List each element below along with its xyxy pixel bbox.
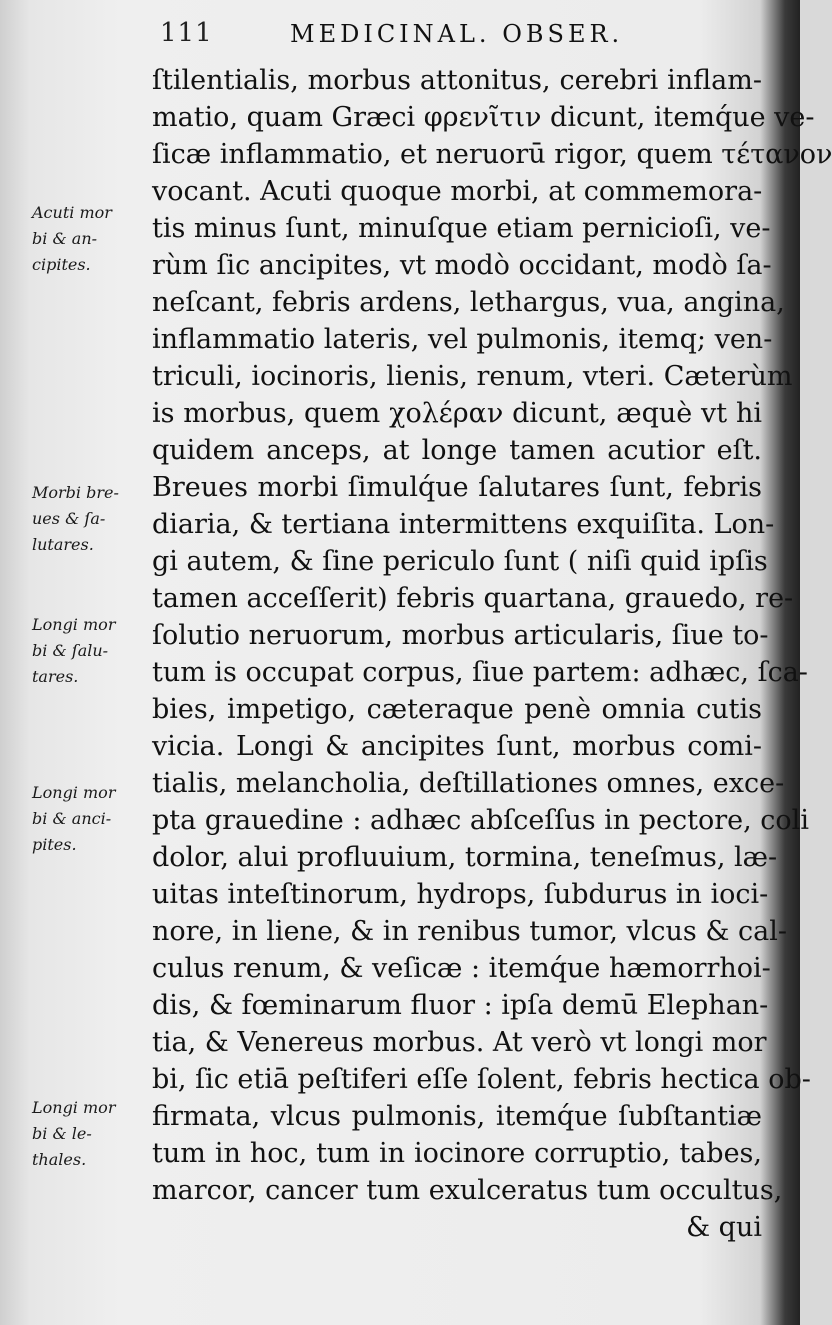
body-text [152,62,832,1246]
text-line: tis minus ſunt, minuſque etiam pernicioſi, ve- [152,213,771,244]
margin-note-line: cipites. [32,255,91,274]
margin-note-line: tares. [32,667,79,686]
text-line: vicia. Longi & ancipites ſunt, morbus comi- [152,731,762,762]
text-line: vocant. Acuti quoque morbi, at commemora- [152,176,763,207]
margin-note-line: Longi mor [32,1098,116,1117]
text-line: ſtilentialis, morbus attonitus, cerebri inflam- [152,65,762,96]
text-line: dolor, alui profluuium, tormina, teneſmus, læ- [152,842,778,873]
text-line: marcor, cancer tum exulceratus tum occultus, [152,1175,783,1206]
text-line: uitas inteſtinorum, hydrops, ſubdurus in ioci- [152,879,769,910]
margin-note [32,200,150,278]
text-line: matio, quam Græci φρενῖτιν dicunt, itemq́ue ve- [152,102,815,133]
text-line: tamen acceſſerit) febris quartana, grauedo, re- [152,583,794,614]
text-line: ſicæ inflammatio, et neruorū rigor, quem τέτανον [152,139,832,170]
text-line: bies, impetigo, cæteraque penè omnia cutis [152,694,762,725]
text-line: culus renum, & veſicæ : itemq́ue hæmorrhoi- [152,953,771,984]
text-line: triculi, iocinoris, lienis, renum, vteri. Cæterùm [152,361,793,392]
text-line: Breues morbi ſimulq́ue ſalutares ſunt, febris [152,472,762,503]
text-line: gi autem, & ſine periculo ſunt ( niſi quid ipſis [152,546,768,577]
margin-note-line: Morbi bre- [32,483,119,502]
margin-note [32,1095,150,1173]
text-line: inflammatio lateris, vel pulmonis, itemq; ven- [152,324,773,355]
margin-note-line: lutares. [32,535,94,554]
text-line: diaria, & tertiana intermittens exquiſita. Lon- [152,509,775,540]
text-line: ſolutio neruorum, morbus articularis, ſiue to- [152,620,769,651]
text-line: dis, & fœminarum fluor : ipſa demū Elephan- [152,990,769,1021]
folio-number: 111 [160,18,213,48]
text-line: nore, in liene, & in renibus tumor, vlcus & cal- [152,916,787,947]
margin-note-line: Acuti mor [32,203,112,222]
margin-note-line: thales. [32,1150,87,1169]
text-line: tum is occupat corpus, ſiue partem: adhæc, ſca- [152,657,808,688]
margin-note [32,480,150,558]
text-line: tum in hoc, tum in iocinore corruptio, tabes, [152,1138,762,1169]
text-line: is morbus, quem χολέραν dicunt, æquè vt hi [152,398,762,429]
text-line-catchword: & qui [686,1212,762,1243]
margin-note-line: bi & an- [32,229,98,248]
text-line: tialis, melancholia, deſtillationes omnes, exce- [152,768,785,799]
margin-note-line: pites. [32,835,77,854]
text-line: quidem anceps, at longe tamen acutior eſt. [152,435,762,466]
margin-note-line: bi & anci- [32,809,112,828]
margin-note [32,612,150,690]
margin-note [32,780,150,858]
page-header [150,14,710,54]
text-line: pta grauedine : adhæc abſceſſus in pectore, coli [152,805,809,836]
margin-note-line: Longi mor [32,783,116,802]
text-line: tia, & Venereus morbus. At verò vt longi mor [152,1027,767,1058]
text-line: neſcant, febris ardens, lethargus, vua, angina, [152,287,785,318]
text-line: rùm ſic ancipites, vt modò occidant, modò ſa- [152,250,772,281]
margin-note-line: bi & ſalu- [32,641,109,660]
text-line: bi, ſic etiā peſtiferi eſſe ſolent, febris hectica ob- [152,1064,811,1095]
running-head: MEDICINAL. OBSER. [290,20,624,48]
text-line: firmata, vlcus pulmonis, itemq́ue ſubſtantiæ [152,1101,762,1132]
margin-note-line: bi & le- [32,1124,92,1143]
margin-note-line: ues & ſa- [32,509,106,528]
margin-note-line: Longi mor [32,615,116,634]
